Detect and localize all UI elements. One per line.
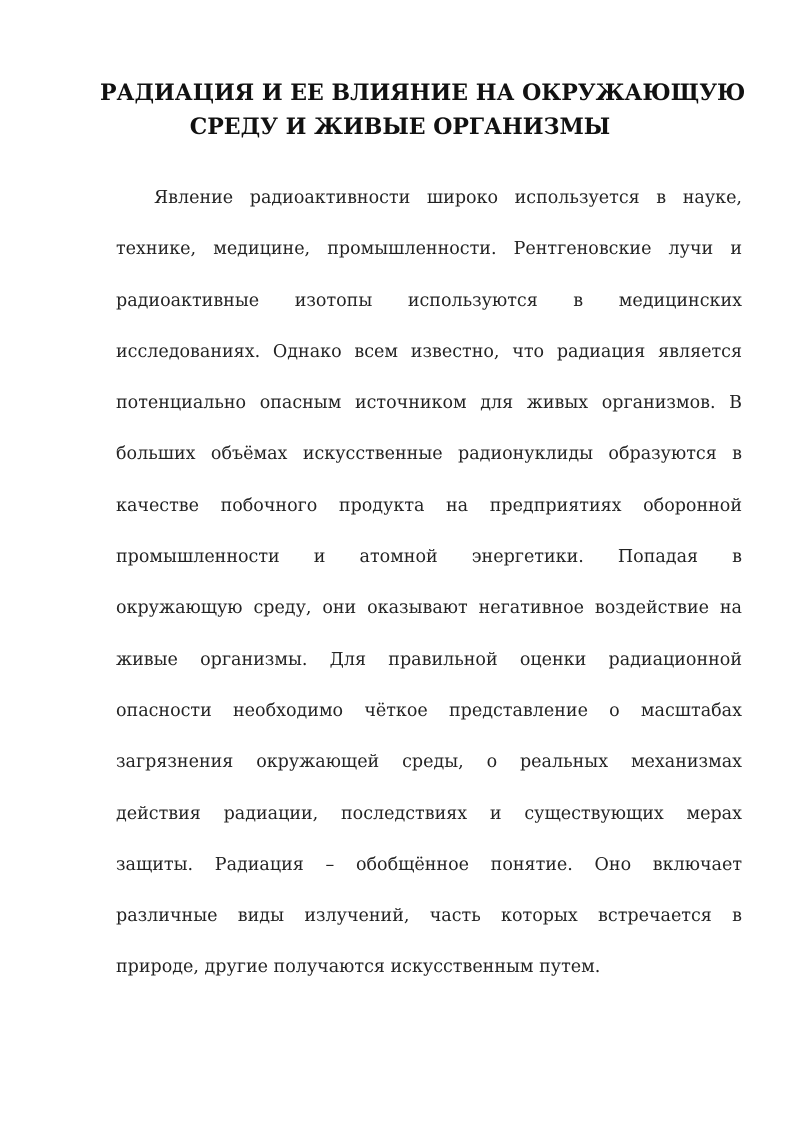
paragraph-line: различные виды излучений, часть которых встречается в <box>116 906 742 927</box>
paragraph-line: радиоактивные изотопы используются в медицинских <box>116 290 742 311</box>
paragraph-line: Явление радиоактивности широко используется в науке, <box>154 188 742 208</box>
title-line: СРЕДУ И ЖИВЫЕ ОРГАНИЗМЫ <box>189 114 611 140</box>
paragraph-line: живые организмы. Для правильной оценки радиационной <box>116 649 742 670</box>
paragraph-line: опасности необходимо чёткое представление о масштабах <box>116 700 742 721</box>
paragraph-line: природе, другие получаются искусственным путем. <box>116 957 601 978</box>
paragraph-line: больших объёмах искусственные радионуклиды образуются в <box>116 444 742 465</box>
body-paragraph <box>116 173 742 994</box>
paragraph-line: загрязнения окружающей среды, о реальных механизмах <box>116 752 742 773</box>
title-line: РАДИАЦИЯ И ЕЕ ВЛИЯНИЕ НА ОКРУЖАЮЩУЮ <box>100 80 746 106</box>
paragraph-line: исследованиях. Однако всем известно, что радиация является <box>116 341 742 362</box>
paragraph-line: технике, медицине, промышленности. Рентгеновские лучи и <box>116 239 742 260</box>
paragraph-line: защиты. Радиация – обобщённое понятие. Оно включает <box>116 854 742 875</box>
paragraph-line: промышленности и атомной энергетики. Попадая в <box>116 547 742 568</box>
paragraph-line: действия радиации, последствиях и существующих мерах <box>116 803 742 824</box>
document-title <box>100 76 746 144</box>
paragraph-line: окружающую среду, они оказывают негативное воздействие на <box>116 598 742 619</box>
paragraph-line: качестве побочного продукта на предприятиях оборонной <box>116 495 742 516</box>
paragraph-line: потенциально опасным источником для живых организмов. В <box>116 393 742 414</box>
